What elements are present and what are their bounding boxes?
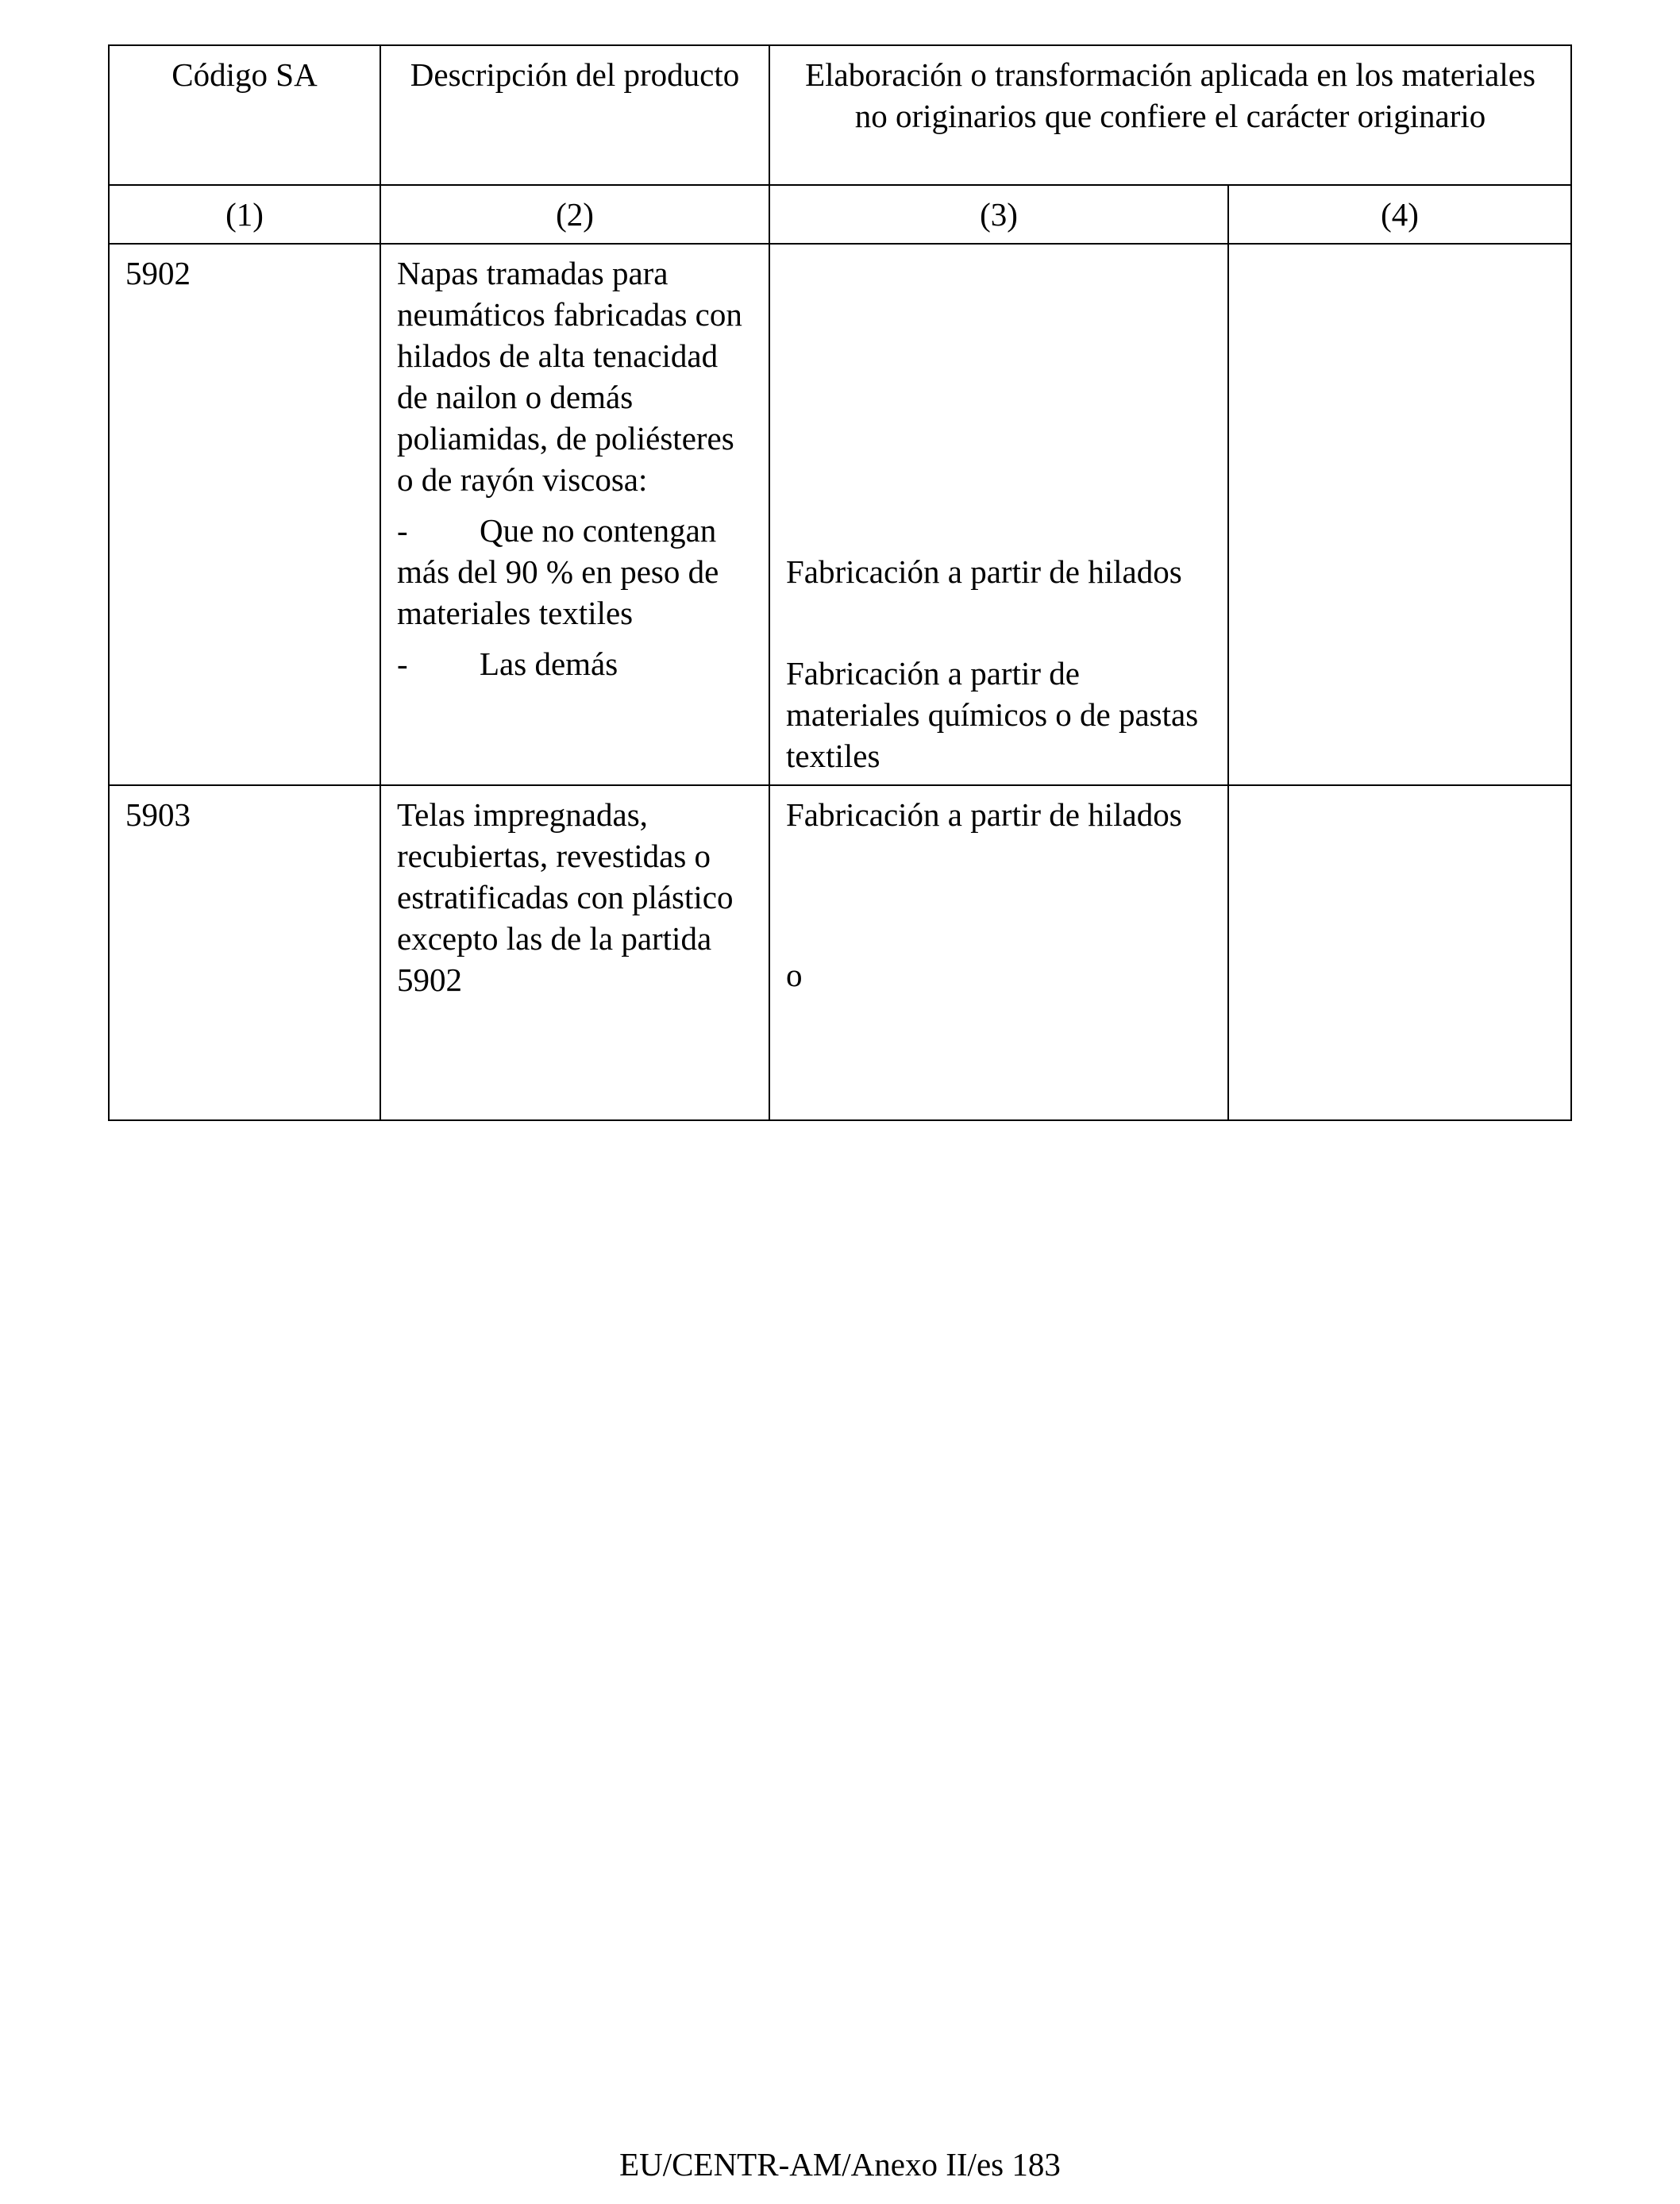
alternative-or: o bbox=[786, 957, 803, 993]
table-row bbox=[109, 785, 1571, 1120]
header-row bbox=[109, 45, 1571, 185]
hs-code-cell: 5902 bbox=[109, 244, 380, 785]
processing-rule: Fabricación a partir de materiales químicos o de pastas textiles bbox=[786, 655, 1199, 774]
page-footer: EU/CENTR-AM/Anexo II/es 183 bbox=[619, 2146, 1061, 2183]
list-item-text: más del 90 % en peso de materiales textiles bbox=[397, 553, 719, 631]
column-4-cell bbox=[1228, 785, 1571, 1120]
header-hs-code: Código SA bbox=[109, 45, 380, 185]
column-number-1: (1) bbox=[109, 185, 380, 244]
processing-rule: Fabricación a partir de hilados bbox=[786, 796, 1182, 833]
header-description: Descripción del producto bbox=[380, 45, 769, 185]
processing-rule-cell bbox=[769, 244, 1228, 785]
header-processing: Elaboración o transformación aplicada en los materiales no originarios que confiere el carácter originario bbox=[769, 45, 1571, 185]
column-number-2: (2) bbox=[380, 185, 769, 244]
list-dash: - bbox=[397, 512, 408, 549]
list-item bbox=[397, 510, 753, 551]
hs-code-cell: 5903 bbox=[109, 785, 380, 1120]
column-4-cell bbox=[1228, 244, 1571, 785]
processing-rule-cell bbox=[769, 785, 1228, 1120]
product-description: Napas tramadas para neumáticos fabricadas con hilados de alta tenacidad de nailon o demás poliamidas, de poliésteres o de rayón viscosa: bbox=[397, 255, 742, 498]
list-item bbox=[397, 643, 753, 684]
table-row bbox=[109, 244, 1571, 785]
list-item-first-words: Que no contengan bbox=[480, 512, 717, 549]
column-number-row bbox=[109, 185, 1571, 244]
product-description: Telas impregnadas, recubiertas, revestidas o estratificadas con plástico excepto las de la partida 5902 bbox=[397, 796, 734, 998]
column-number-3: (3) bbox=[769, 185, 1228, 244]
description-cell bbox=[380, 244, 769, 785]
rules-of-origin-table bbox=[108, 44, 1572, 1121]
list-item-first-words: Las demás bbox=[480, 645, 618, 682]
description-cell bbox=[380, 785, 769, 1120]
list-dash: - bbox=[397, 645, 408, 682]
column-number-4: (4) bbox=[1228, 185, 1571, 244]
processing-rule: Fabricación a partir de hilados bbox=[786, 553, 1182, 590]
